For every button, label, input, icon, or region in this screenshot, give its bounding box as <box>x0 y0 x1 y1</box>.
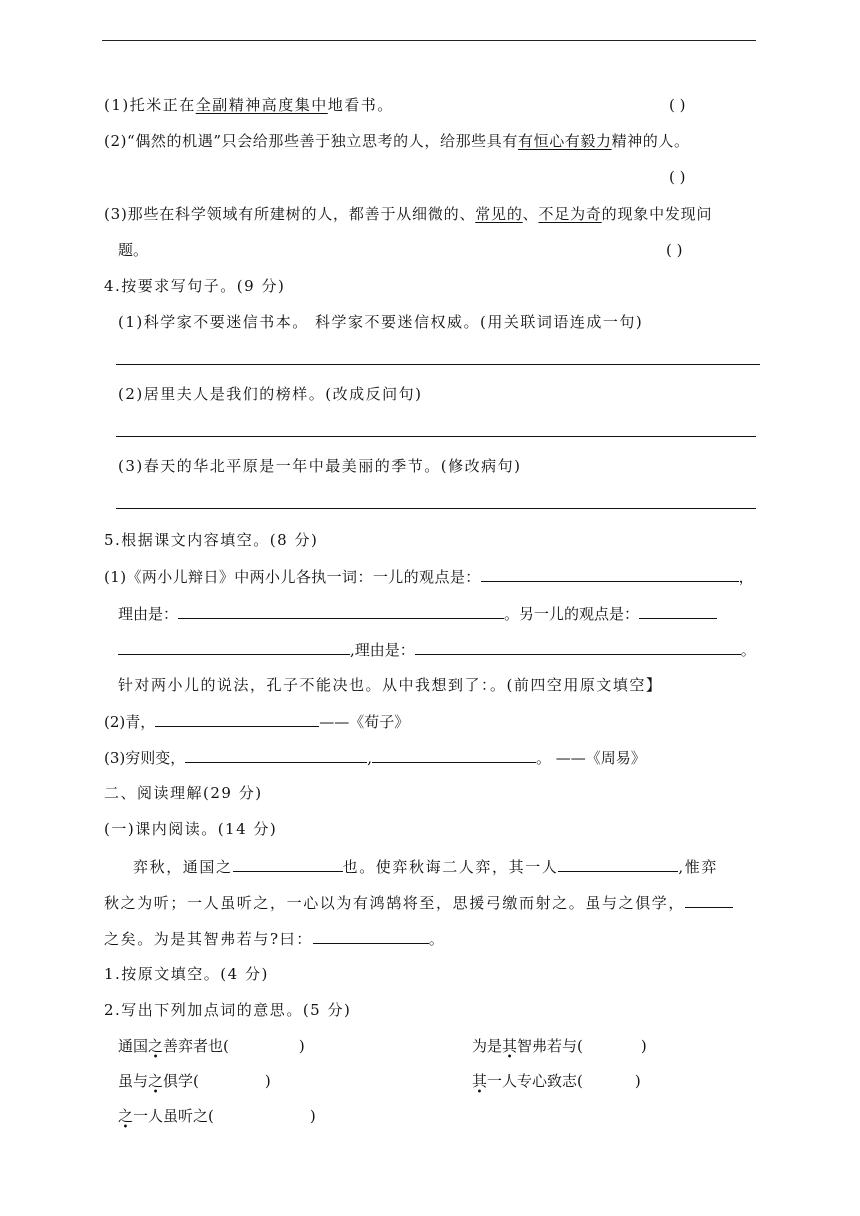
fill-blank[interactable] <box>313 928 429 944</box>
passage-line-2: 秋之为听；一人虽听之，一心以为有鸿鹄将至，思援弓缴而射之。虽与之俱学， <box>104 892 733 913</box>
answer-paren[interactable]: ( ) <box>669 168 686 186</box>
fill-blank[interactable] <box>558 856 678 872</box>
fill-blank[interactable] <box>481 566 739 582</box>
q5-line-4: 针对两小儿的说法，孔子不能决也。从中我想到了：。(前四空用原文填空】 <box>118 676 663 694</box>
passage-line-1: 弈秋，通国之 也。使弈秋诲二人弈，其一人 ,惟弈 <box>133 858 718 876</box>
q5-line-6: (3)穷则变， , 。 ——《周易》 <box>104 749 646 767</box>
q5-line-5: (2)青， ——《荀子》 <box>104 713 410 731</box>
fill-blank[interactable] <box>185 747 367 763</box>
q3-item-3-cont: 题。 <box>118 241 149 259</box>
fill-blank[interactable] <box>639 603 717 619</box>
q5-title: 5.根据课文内容填空。(8 分) <box>104 531 319 549</box>
q5-line-2: 理由是： 。另一儿的观点是： <box>118 603 717 624</box>
answer-line[interactable] <box>116 436 756 437</box>
answer-paren[interactable]: ( ) <box>666 241 683 259</box>
passage-line-3: 之矣。为是其智弗若与?曰： 。 <box>104 930 446 948</box>
fill-blank[interactable] <box>415 639 741 655</box>
word-item-4: 其一人专心致志( ) <box>472 1072 641 1090</box>
q5-line-3: ,理由是： 。 <box>118 639 756 660</box>
section-heading: 二、阅读理解(29 分) <box>104 784 263 802</box>
answer-paren[interactable]: ( ) <box>669 96 686 114</box>
answer-line[interactable] <box>116 364 760 365</box>
q4-sentence-3: (3)春天的华北平原是一年中最美丽的季节。(修改病句) <box>118 457 522 475</box>
q4-sentence-1: (1)科学家不要迷信书本。 科学家不要迷信权威。(用关联词语连成一句) <box>118 313 644 331</box>
fill-blank[interactable] <box>233 856 343 872</box>
q5-line-1: (1)《两小儿辩日》中两小儿各执一词：一儿的观点是： ， <box>104 568 755 586</box>
fill-blank[interactable] <box>685 892 733 908</box>
q4-title: 4.按要求写句子。(9 分) <box>104 277 286 295</box>
q3-item-1: (1)托米正在全副精神高度集中地看书。 <box>104 96 394 114</box>
word-item-5: 之一人虽听之( ) <box>118 1107 316 1125</box>
header-rule <box>102 40 756 41</box>
fill-blank[interactable] <box>372 747 536 763</box>
word-item-2: 为是其智弗若与( ) <box>472 1037 647 1055</box>
fill-blank[interactable] <box>178 603 504 619</box>
question-1: 1.按原文填空。(4 分) <box>104 965 269 983</box>
word-item-3: 虽与之俱学( ) <box>118 1072 271 1090</box>
question-2: 2.写出下列加点词的意思。(5 分) <box>104 1001 352 1019</box>
answer-line[interactable] <box>116 508 756 509</box>
word-item-1: 通国之善弈者也( ) <box>118 1037 305 1055</box>
subsection-heading: (一)课内阅读。(14 分) <box>104 820 278 838</box>
fill-blank[interactable] <box>155 711 319 727</box>
fill-blank[interactable] <box>118 639 350 655</box>
q3-item-3: (3)那些在科学领域有所建树的人，都善于从细微的、常见的、不足为奇的现象中发现问 <box>104 205 713 223</box>
q4-sentence-2: (2)居里夫人是我们的榜样。(改成反问句) <box>118 385 423 403</box>
q3-item-2: (2)“偶然的机遇”只会给那些善于独立思考的人，给那些具有有恒心有毅力精神的人。 <box>104 132 690 150</box>
